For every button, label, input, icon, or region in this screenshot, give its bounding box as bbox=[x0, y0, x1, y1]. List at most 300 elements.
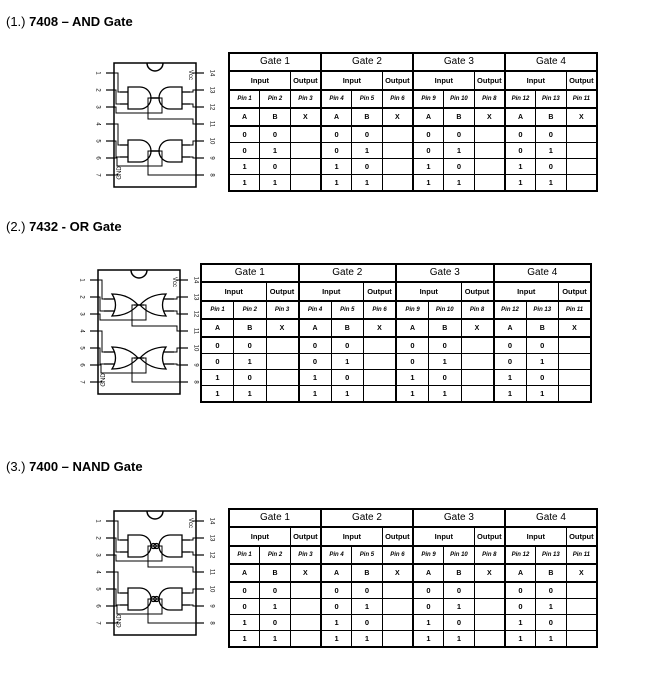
output-cell[interactable] bbox=[566, 582, 597, 599]
pin-number: 6 bbox=[78, 363, 85, 367]
pin-number: 13 bbox=[208, 86, 215, 94]
gate-header: Gate 1 bbox=[201, 264, 299, 282]
column-label: X bbox=[559, 319, 592, 337]
output-cell[interactable] bbox=[290, 143, 321, 159]
pin-label: Pin 9 bbox=[413, 90, 444, 108]
chip-body bbox=[114, 511, 196, 635]
input-value: 1 bbox=[505, 175, 536, 192]
column-label: B bbox=[536, 564, 567, 582]
and-chip-diagram bbox=[80, 55, 230, 195]
pin-number: 1 bbox=[94, 519, 101, 523]
output-cell[interactable] bbox=[382, 143, 413, 159]
pin-number: 8 bbox=[208, 621, 215, 625]
input-value: 0 bbox=[299, 354, 332, 370]
pin-number: 7 bbox=[94, 173, 101, 177]
column-label: B bbox=[429, 319, 462, 337]
wire bbox=[114, 141, 120, 157]
input-value: 0 bbox=[352, 582, 383, 599]
output-cell[interactable] bbox=[290, 631, 321, 648]
output-cell[interactable] bbox=[474, 159, 505, 175]
input-value: 0 bbox=[413, 582, 444, 599]
input-value: 0 bbox=[331, 370, 364, 386]
input-value: 0 bbox=[352, 126, 383, 143]
input-value: 1 bbox=[396, 370, 429, 386]
gate-header: Gate 2 bbox=[321, 53, 413, 71]
output-cell[interactable] bbox=[474, 599, 505, 615]
pin-label: Pin 1 bbox=[229, 546, 260, 564]
column-label: X bbox=[474, 564, 505, 582]
gate-header: Gate 4 bbox=[494, 264, 592, 282]
output-cell[interactable] bbox=[382, 175, 413, 192]
input-header: Input bbox=[413, 527, 474, 546]
input-value: 0 bbox=[526, 370, 559, 386]
input-header: Input bbox=[505, 71, 566, 90]
output-cell[interactable] bbox=[474, 582, 505, 599]
pin-label: Pin 1 bbox=[229, 90, 260, 108]
pin-number: 2 bbox=[78, 295, 85, 299]
input-value: 0 bbox=[505, 582, 536, 599]
output-header: Output bbox=[461, 282, 494, 301]
pin-label: Pin 2 bbox=[260, 546, 291, 564]
pin-label: Pin 13 bbox=[526, 301, 559, 319]
input-value: 1 bbox=[321, 159, 352, 175]
pin-label: Pin 13 bbox=[536, 90, 567, 108]
nand-truth-table bbox=[228, 508, 598, 648]
output-cell[interactable] bbox=[474, 615, 505, 631]
output-cell[interactable] bbox=[382, 159, 413, 175]
pin-label: Pin 13 bbox=[536, 546, 567, 564]
column-label: X bbox=[566, 108, 597, 126]
input-value: 0 bbox=[444, 126, 475, 143]
input-header: Input bbox=[321, 71, 382, 90]
chip-notch bbox=[147, 63, 163, 71]
wire bbox=[190, 605, 196, 606]
input-value: 1 bbox=[413, 615, 444, 631]
output-cell[interactable] bbox=[566, 143, 597, 159]
input-value: 0 bbox=[352, 159, 383, 175]
pin-label: Pin 5 bbox=[352, 546, 383, 564]
input-value: 0 bbox=[505, 143, 536, 159]
input-value: 0 bbox=[321, 126, 352, 143]
pin-number: 1 bbox=[94, 71, 101, 75]
input-value: 0 bbox=[396, 354, 429, 370]
output-cell[interactable] bbox=[266, 386, 299, 403]
pin-label: Pin 2 bbox=[234, 301, 267, 319]
input-value: 1 bbox=[444, 599, 475, 615]
input-value: 0 bbox=[234, 337, 267, 354]
input-value: 0 bbox=[413, 599, 444, 615]
pin-number: 8 bbox=[192, 380, 199, 384]
column-label: A bbox=[494, 319, 527, 337]
column-label: A bbox=[321, 108, 352, 126]
pin-label: Pin 11 bbox=[566, 546, 597, 564]
output-cell[interactable] bbox=[382, 126, 413, 143]
pin-number: 14 bbox=[192, 276, 199, 284]
output-header: Output bbox=[559, 282, 592, 301]
wire bbox=[98, 331, 104, 352]
pin-number: 2 bbox=[94, 88, 101, 92]
pin-number: 3 bbox=[78, 312, 85, 316]
wire bbox=[190, 552, 196, 555]
wire bbox=[148, 151, 196, 175]
input-header: Input bbox=[201, 282, 266, 301]
column-label: A bbox=[413, 108, 444, 126]
pin-label: Pin 4 bbox=[321, 90, 352, 108]
and-truth-table bbox=[228, 52, 598, 192]
wire bbox=[190, 589, 196, 593]
pin-number: 10 bbox=[192, 344, 199, 352]
input-header: Input bbox=[321, 527, 382, 546]
column-label: B bbox=[260, 564, 291, 582]
input-value: 0 bbox=[536, 582, 567, 599]
pin-label: Pin 9 bbox=[413, 546, 444, 564]
input-value: 1 bbox=[413, 631, 444, 648]
pin-number: 5 bbox=[94, 139, 101, 143]
section-title-2 bbox=[6, 219, 122, 234]
output-cell[interactable] bbox=[474, 631, 505, 648]
input-value: 1 bbox=[413, 159, 444, 175]
input-value: 1 bbox=[396, 386, 429, 403]
wire bbox=[114, 98, 162, 113]
input-value: 1 bbox=[321, 615, 352, 631]
input-value: 0 bbox=[201, 337, 234, 354]
input-header: Input bbox=[505, 527, 566, 546]
output-cell[interactable] bbox=[364, 354, 397, 370]
or-chip-diagram bbox=[64, 262, 214, 402]
output-cell[interactable] bbox=[290, 615, 321, 631]
input-header: Input bbox=[396, 282, 461, 301]
input-value: 1 bbox=[444, 631, 475, 648]
input-value: 0 bbox=[229, 599, 260, 615]
input-value: 0 bbox=[299, 337, 332, 354]
gate-header: Gate 3 bbox=[396, 264, 494, 282]
output-header: Output bbox=[474, 71, 505, 90]
pin-number: 11 bbox=[192, 327, 199, 335]
input-value: 0 bbox=[494, 337, 527, 354]
input-value: 0 bbox=[429, 370, 462, 386]
output-header: Output bbox=[290, 71, 321, 90]
input-value: 1 bbox=[505, 631, 536, 648]
input-value: 1 bbox=[536, 631, 567, 648]
section-heading: 7408 – AND Gate bbox=[29, 14, 133, 29]
input-value: 0 bbox=[331, 337, 364, 354]
output-cell[interactable] bbox=[566, 631, 597, 648]
gate-header: Gate 3 bbox=[413, 53, 505, 71]
wire bbox=[148, 546, 196, 572]
pin-label: Pin 2 bbox=[260, 90, 291, 108]
input-value: 0 bbox=[229, 582, 260, 599]
output-cell[interactable] bbox=[382, 582, 413, 599]
input-header: Input bbox=[413, 71, 474, 90]
wire bbox=[98, 280, 104, 299]
pin-label: Pin 11 bbox=[559, 301, 592, 319]
pin-number: 7 bbox=[94, 621, 101, 625]
pin-number: 10 bbox=[208, 585, 215, 593]
input-value: 1 bbox=[352, 599, 383, 615]
output-cell[interactable] bbox=[559, 337, 592, 354]
wire bbox=[190, 104, 196, 107]
output-cell[interactable] bbox=[566, 615, 597, 631]
input-header: Input bbox=[229, 527, 290, 546]
output-cell[interactable] bbox=[382, 631, 413, 648]
output-cell[interactable] bbox=[461, 386, 494, 403]
column-label: A bbox=[201, 319, 234, 337]
input-value: 1 bbox=[234, 354, 267, 370]
output-cell[interactable] bbox=[266, 370, 299, 386]
pin-label: Pin 5 bbox=[331, 301, 364, 319]
pin-label: Pin 12 bbox=[494, 301, 527, 319]
pin-label: Pin 4 bbox=[299, 301, 332, 319]
output-cell[interactable] bbox=[290, 126, 321, 143]
input-value: 1 bbox=[234, 386, 267, 403]
pin-label: Pin 3 bbox=[266, 301, 299, 319]
input-value: 0 bbox=[260, 126, 291, 143]
column-label: A bbox=[299, 319, 332, 337]
input-value: 1 bbox=[229, 631, 260, 648]
input-value: 1 bbox=[229, 175, 260, 192]
column-label: A bbox=[396, 319, 429, 337]
input-value: 1 bbox=[505, 615, 536, 631]
output-cell[interactable] bbox=[266, 337, 299, 354]
output-cell[interactable] bbox=[566, 175, 597, 192]
wire bbox=[174, 348, 180, 352]
pin-label: Pin 8 bbox=[474, 90, 505, 108]
column-label: X bbox=[382, 108, 413, 126]
column-label: X bbox=[364, 319, 397, 337]
wire bbox=[114, 73, 120, 92]
pin-number: 11 bbox=[208, 120, 215, 128]
pin-number: 4 bbox=[94, 122, 101, 126]
gate-header: Gate 4 bbox=[505, 509, 597, 527]
section-number: (1.) bbox=[6, 14, 26, 29]
pin-number: 9 bbox=[192, 363, 199, 367]
chip-body bbox=[114, 63, 196, 187]
wire bbox=[190, 157, 196, 158]
pin-number: 6 bbox=[94, 604, 101, 608]
gnd-label: GND bbox=[117, 614, 123, 628]
wire bbox=[114, 589, 120, 605]
output-cell[interactable] bbox=[559, 370, 592, 386]
input-value: 1 bbox=[260, 143, 291, 159]
input-value: 0 bbox=[234, 370, 267, 386]
output-cell[interactable] bbox=[290, 582, 321, 599]
pin-number: 11 bbox=[208, 568, 215, 576]
pin-number: 2 bbox=[94, 536, 101, 540]
column-label: B bbox=[331, 319, 364, 337]
pin-number: 10 bbox=[208, 137, 215, 145]
output-cell[interactable] bbox=[474, 175, 505, 192]
input-value: 1 bbox=[260, 175, 291, 192]
input-value: 1 bbox=[429, 386, 462, 403]
output-cell[interactable] bbox=[266, 354, 299, 370]
input-value: 0 bbox=[536, 159, 567, 175]
wire bbox=[98, 305, 146, 320]
output-cell[interactable] bbox=[290, 175, 321, 192]
output-header: Output bbox=[382, 71, 413, 90]
pin-label: Pin 10 bbox=[444, 90, 475, 108]
input-value: 0 bbox=[413, 126, 444, 143]
vcc-label: Vcc bbox=[187, 69, 193, 81]
pin-number: 7 bbox=[78, 380, 85, 384]
input-value: 0 bbox=[444, 159, 475, 175]
output-cell[interactable] bbox=[559, 354, 592, 370]
output-cell[interactable] bbox=[474, 126, 505, 143]
output-cell[interactable] bbox=[290, 599, 321, 615]
gnd-label: GND bbox=[117, 166, 123, 180]
wire bbox=[114, 124, 120, 145]
pin-label: Pin 8 bbox=[474, 546, 505, 564]
pin-label: Pin 6 bbox=[382, 90, 413, 108]
pin-number: 8 bbox=[208, 173, 215, 177]
column-label: A bbox=[413, 564, 444, 582]
input-value: 0 bbox=[201, 354, 234, 370]
output-cell[interactable] bbox=[290, 159, 321, 175]
column-label: B bbox=[234, 319, 267, 337]
input-value: 0 bbox=[229, 126, 260, 143]
gate-header: Gate 3 bbox=[413, 509, 505, 527]
wire bbox=[132, 305, 180, 331]
column-label: B bbox=[444, 108, 475, 126]
output-header: Output bbox=[364, 282, 397, 301]
column-label: B bbox=[526, 319, 559, 337]
output-header: Output bbox=[566, 527, 597, 546]
input-value: 0 bbox=[260, 615, 291, 631]
input-value: 0 bbox=[444, 582, 475, 599]
output-cell[interactable] bbox=[461, 337, 494, 354]
wire bbox=[190, 538, 196, 540]
pin-label: Pin 11 bbox=[566, 90, 597, 108]
wire bbox=[98, 348, 104, 364]
output-cell[interactable] bbox=[461, 370, 494, 386]
pin-label: Pin 10 bbox=[429, 301, 462, 319]
output-cell[interactable] bbox=[382, 599, 413, 615]
input-value: 1 bbox=[505, 159, 536, 175]
output-cell[interactable] bbox=[566, 159, 597, 175]
pin-label: Pin 1 bbox=[201, 301, 234, 319]
column-label: X bbox=[566, 564, 597, 582]
output-cell[interactable] bbox=[364, 337, 397, 354]
wire bbox=[190, 90, 196, 92]
input-value: 0 bbox=[321, 599, 352, 615]
gate-symbol-4 bbox=[150, 87, 190, 109]
vcc-label: Vcc bbox=[171, 276, 177, 288]
pin-number: 5 bbox=[78, 346, 85, 350]
input-header: Input bbox=[229, 71, 290, 90]
wire bbox=[148, 599, 196, 623]
pin-number: 9 bbox=[208, 156, 215, 160]
input-value: 1 bbox=[494, 370, 527, 386]
column-label: A bbox=[229, 564, 260, 582]
pin-label: Pin 9 bbox=[396, 301, 429, 319]
pin-label: Pin 4 bbox=[321, 546, 352, 564]
column-label: A bbox=[505, 564, 536, 582]
input-value: 1 bbox=[444, 175, 475, 192]
pin-label: Pin 12 bbox=[505, 90, 536, 108]
input-value: 0 bbox=[260, 159, 291, 175]
column-label: B bbox=[260, 108, 291, 126]
input-value: 0 bbox=[352, 615, 383, 631]
input-value: 1 bbox=[299, 386, 332, 403]
gate-symbol-4 bbox=[134, 294, 174, 316]
input-value: 0 bbox=[505, 126, 536, 143]
pin-number: 4 bbox=[94, 570, 101, 574]
chip-notch bbox=[147, 511, 163, 519]
input-value: 1 bbox=[229, 615, 260, 631]
input-value: 0 bbox=[429, 337, 462, 354]
input-value: 0 bbox=[321, 582, 352, 599]
output-header: Output bbox=[266, 282, 299, 301]
input-value: 1 bbox=[352, 631, 383, 648]
column-label: B bbox=[352, 564, 383, 582]
input-value: 0 bbox=[260, 582, 291, 599]
output-cell[interactable] bbox=[382, 615, 413, 631]
pin-label: Pin 10 bbox=[444, 546, 475, 564]
column-label: B bbox=[352, 108, 383, 126]
input-value: 1 bbox=[321, 175, 352, 192]
gate-header: Gate 2 bbox=[299, 264, 397, 282]
gate-header: Gate 2 bbox=[321, 509, 413, 527]
gate-header: Gate 4 bbox=[505, 53, 597, 71]
output-cell[interactable] bbox=[566, 126, 597, 143]
output-header: Output bbox=[290, 527, 321, 546]
column-label: X bbox=[461, 319, 494, 337]
pin-number: 12 bbox=[208, 551, 215, 559]
pin-number: 4 bbox=[78, 329, 85, 333]
wire bbox=[114, 521, 120, 540]
output-cell[interactable] bbox=[461, 354, 494, 370]
input-value: 1 bbox=[536, 143, 567, 159]
nand-chip-diagram bbox=[80, 503, 230, 643]
output-cell[interactable] bbox=[566, 599, 597, 615]
pin-label: Pin 6 bbox=[382, 546, 413, 564]
input-value: 1 bbox=[201, 370, 234, 386]
chip-notch bbox=[131, 270, 147, 278]
input-value: 1 bbox=[494, 386, 527, 403]
pin-number: 14 bbox=[208, 69, 215, 77]
input-value: 0 bbox=[444, 615, 475, 631]
input-value: 0 bbox=[494, 354, 527, 370]
input-value: 1 bbox=[444, 143, 475, 159]
input-value: 1 bbox=[536, 599, 567, 615]
section-title-3 bbox=[6, 459, 143, 474]
input-value: 1 bbox=[413, 175, 444, 192]
gate-header: Gate 1 bbox=[229, 53, 321, 71]
or-truth-table bbox=[200, 263, 592, 403]
gnd-label: GND bbox=[101, 373, 107, 387]
column-label: A bbox=[321, 564, 352, 582]
output-cell[interactable] bbox=[364, 370, 397, 386]
output-cell[interactable] bbox=[559, 386, 592, 403]
input-value: 1 bbox=[260, 599, 291, 615]
pin-number: 13 bbox=[208, 534, 215, 542]
column-label: B bbox=[444, 564, 475, 582]
input-value: 1 bbox=[429, 354, 462, 370]
input-value: 0 bbox=[505, 599, 536, 615]
wire bbox=[148, 98, 196, 124]
wire bbox=[174, 311, 180, 314]
pin-number: 6 bbox=[94, 156, 101, 160]
input-value: 1 bbox=[526, 386, 559, 403]
output-cell[interactable] bbox=[474, 143, 505, 159]
output-header: Output bbox=[566, 71, 597, 90]
column-label: X bbox=[474, 108, 505, 126]
input-value: 1 bbox=[201, 386, 234, 403]
output-cell[interactable] bbox=[364, 386, 397, 403]
pin-number: 13 bbox=[192, 293, 199, 301]
input-value: 1 bbox=[331, 386, 364, 403]
column-label: X bbox=[290, 564, 321, 582]
input-value: 0 bbox=[229, 143, 260, 159]
